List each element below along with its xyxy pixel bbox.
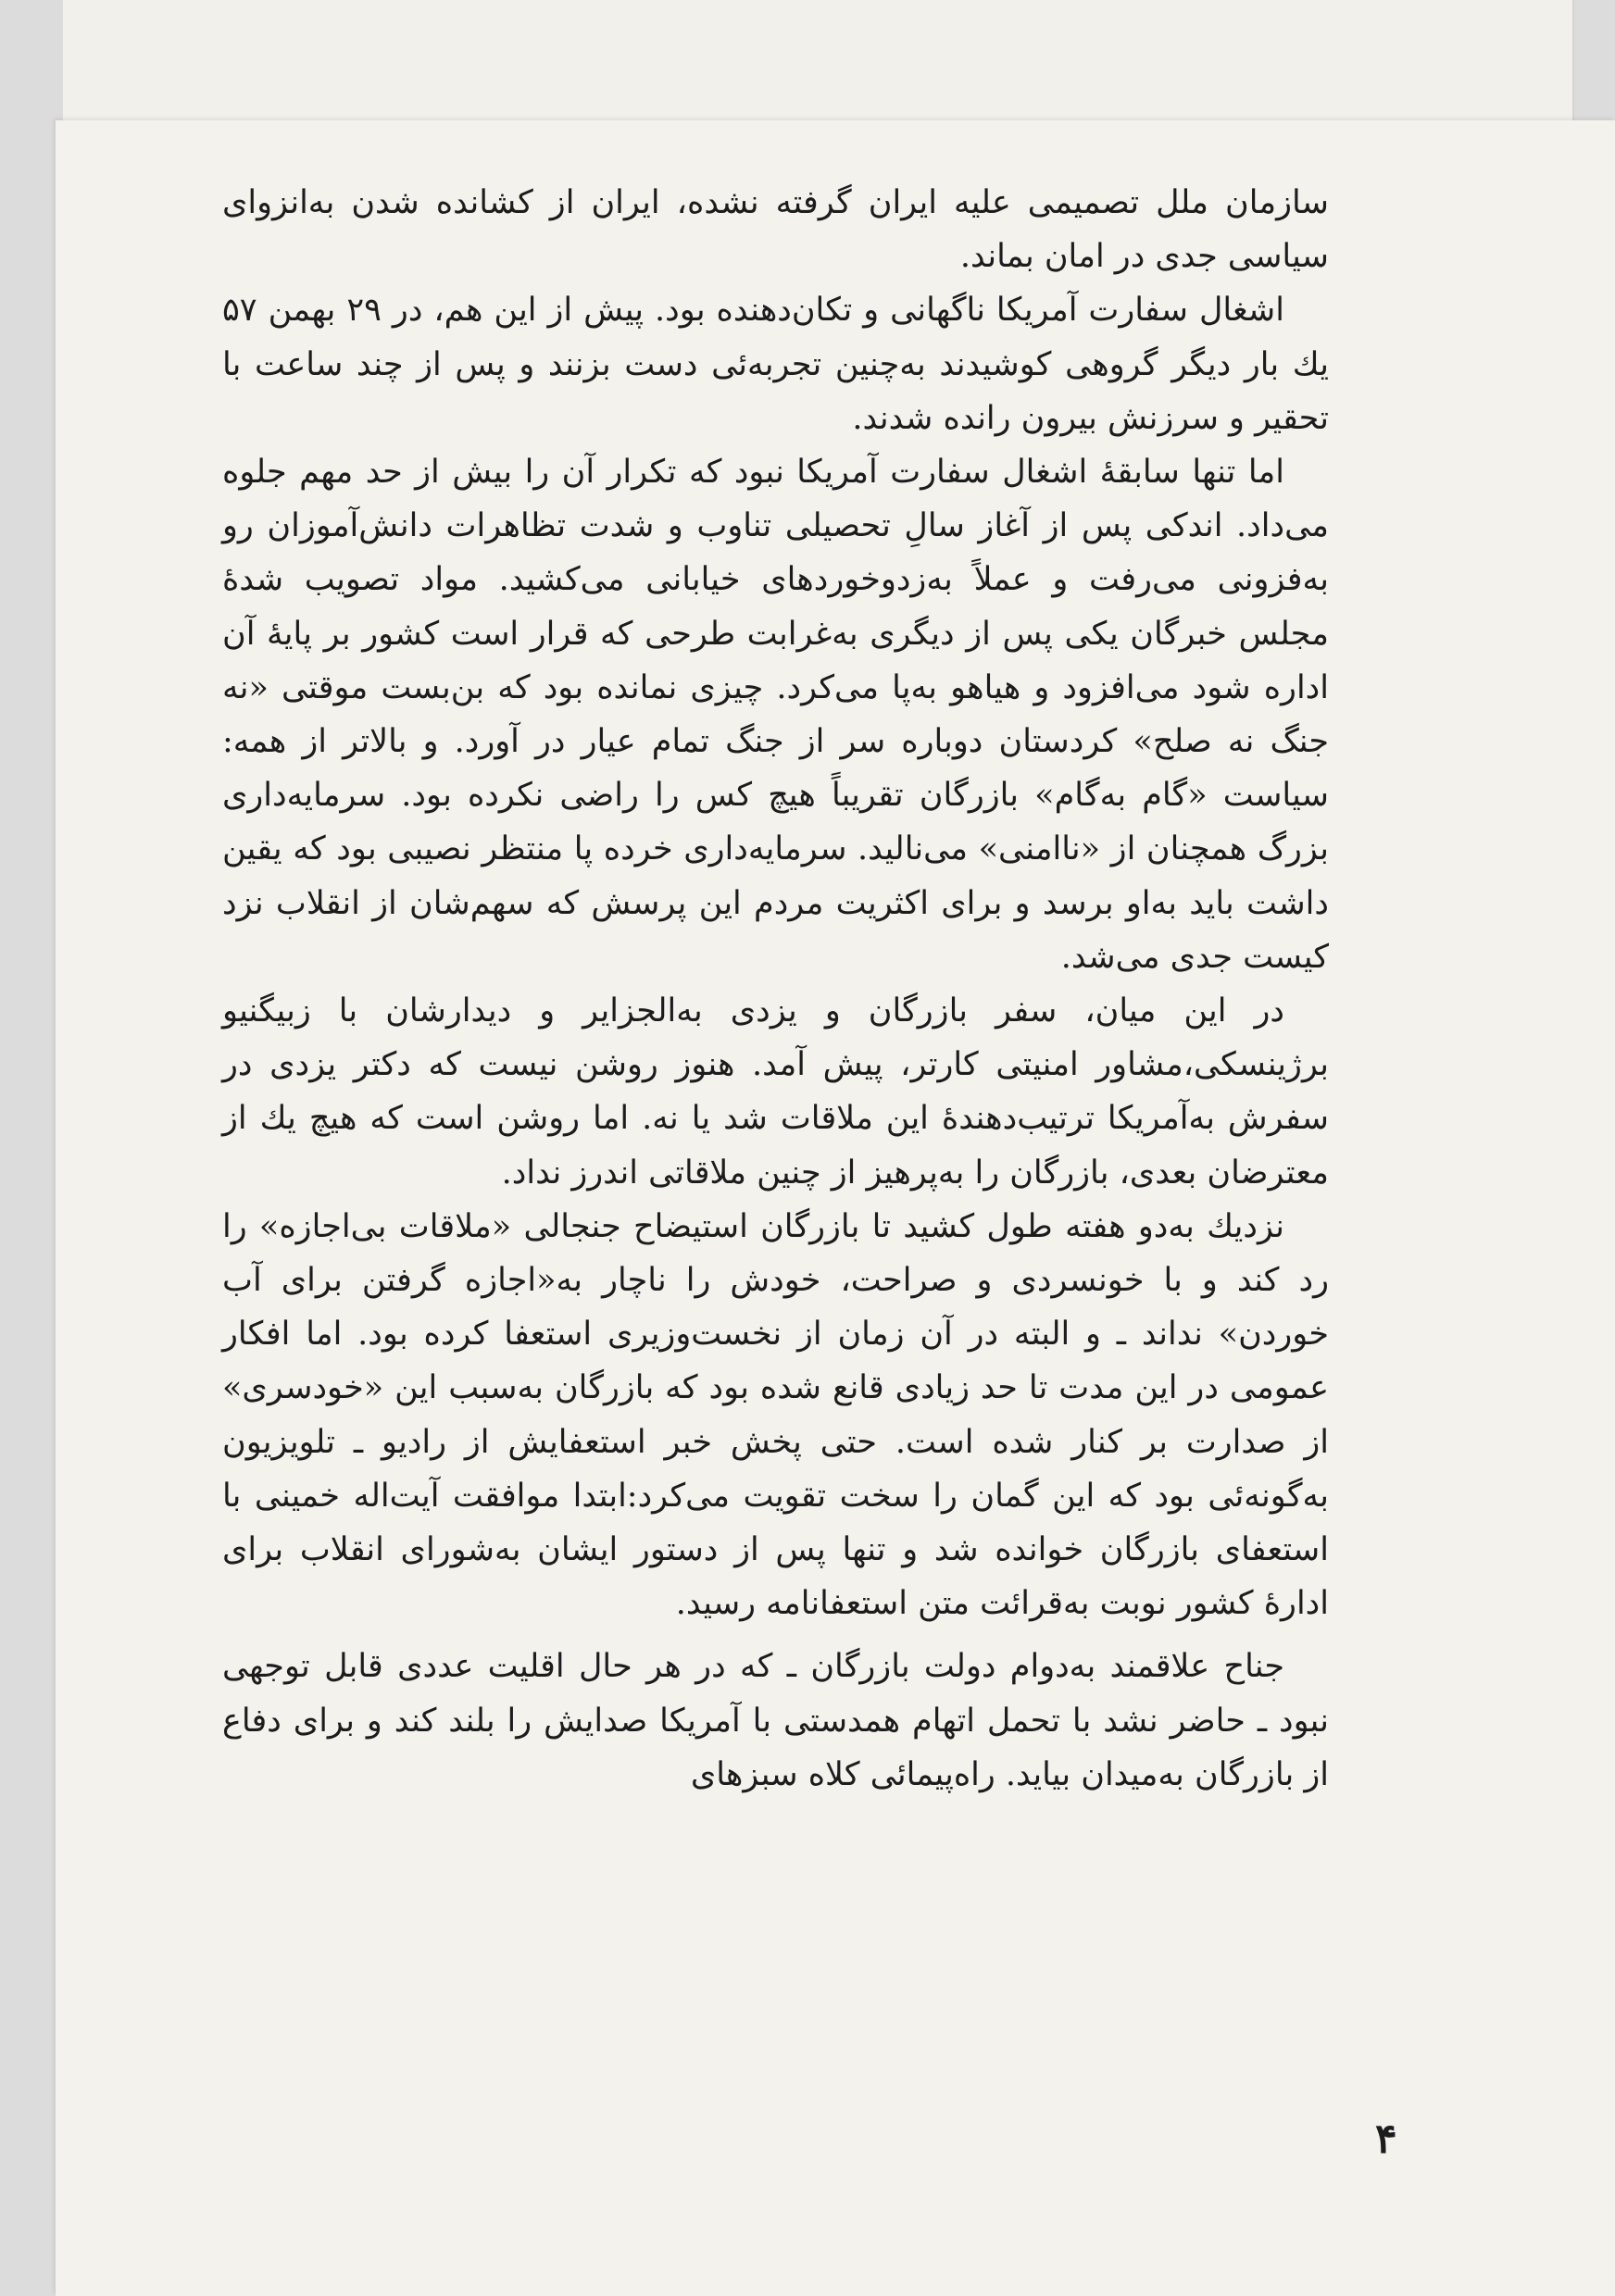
paragraph-1: سازمان ملل تصمیمی علیه ایران گرفته نشده، ایران از کشانده شدن به‌انزوای سیاسی جدی در امان بماند.	[222, 184, 1329, 276]
paragraph-4: در این میان، سفر بازرگان و یزدی به‌الجزایر و دیدارشان با زبیگنیو برژینسکی،مشاور امنیتی کارتر، پیش آمد. هنوز روشن نیست که دکتر یزدی در سفرش به‌آمریکا ترتیب‌دهندهٔ این ملاقات شد یا نه. اما روشن است که هیچ یك از معترضان بعدی، بازرگان را به‌پرهیز از چنین ملاقاتی اندرز نداد.	[222, 992, 1329, 1192]
page-underneath	[63, 0, 1574, 130]
paragraph-2: اشغال سفارت آمریکا ناگهانی و تکان‌دهنده بود. پیش از این هم، در ۲۹ بهمن ۵۷ یك بار دیگر گروهی کوشیدند به‌چنین تجربه‌ئی دست بزنند و پس از چند ساعت با تحقیر و سرزنش بیرون رانده شدند.	[222, 292, 1329, 437]
page-number: ۴	[1375, 2115, 1397, 2163]
paragraph-5: نزدیك به‌دو هفته طول کشید تا بازرگان استیضاح جنجالی «ملاقات بی‌اجازه» را رد کند و با خونسردی و صراحت، خودش را ناچار به«اجازه گرفتن برای آب خوردن» نداند ـ و البته در آن زمان از نخست‌وزیری استعفا کرده بود. اما افکار عمومی در این مدت تا حد زیادی قانع شده بود که بازرگان به‌سبب این «خودسری» از صدارت بر کنار شده است. حتی پخش خبر استعفایش از رادیو ـ تلویزیون به‌گونه‌ئی بود که این گمان را سخت تقویت می‌کرد:ابتدا موافقت آیت‌اله خمینی با استعفای بازرگان خوانده شد و تنها پس از دستور ایشان به‌شورای انقلاب برای ادارهٔ کشور نوبت به‌قرائت متن استعفانامه رسید.	[222, 1207, 1329, 1623]
paragraph-6: جناح علاقمند به‌دوام دولت بازرگان ـ که در هر حال اقلیت عددی قابل توجهی نبود ـ حاضر نشد با تحمل اتهام همدستی با آمریکا صدایش را بلند کند و برای دفاع از بازرگان به‌میدان بیاید. راه‌پیمائی کلاه سبزهای	[222, 1648, 1329, 1793]
body-text	[222, 176, 1329, 1802]
paragraph-3: اما تنها سابقهٔ اشغال سفارت آمریکا نبود که تکرار آن را بیش از حد مهم جلوه می‌داد. اندکی پس از آغاز سالِ تحصیلی تناوب و شدت تظاهرات دانش‌آموزان رو به‌فزونی می‌رفت و عملاً به‌زدوخوردهای خیابانی می‌کشید. مواد تصویب شدهٔ مجلس خبرگان یکی پس از دیگری به‌غرابت طرحی که قرار است کشور بر پایهٔ آن اداره شود می‌افزود و هیاهو به‌پا می‌کرد. چیزی نمانده بود که بن‌بست موقتی «نه جنگ نه صلح» کردستان دوباره سر از جنگ تمام عیار در آورد. و بالاتر از همه: سیاست «گام به‌گام» بازرگان تقریباً هیچ کس را راضی نکرده بود. سرمایه‌داری بزرگ همچنان از «ناامنی» می‌نالید. سرمایه‌داری خرده پا منتظر نصیبی بود که یقین داشت باید به‌او برسد و برای اکثریت مردم این پرسش که سهم‌شان از انقلاب نزد کیست جدی می‌شد.	[222, 454, 1329, 976]
